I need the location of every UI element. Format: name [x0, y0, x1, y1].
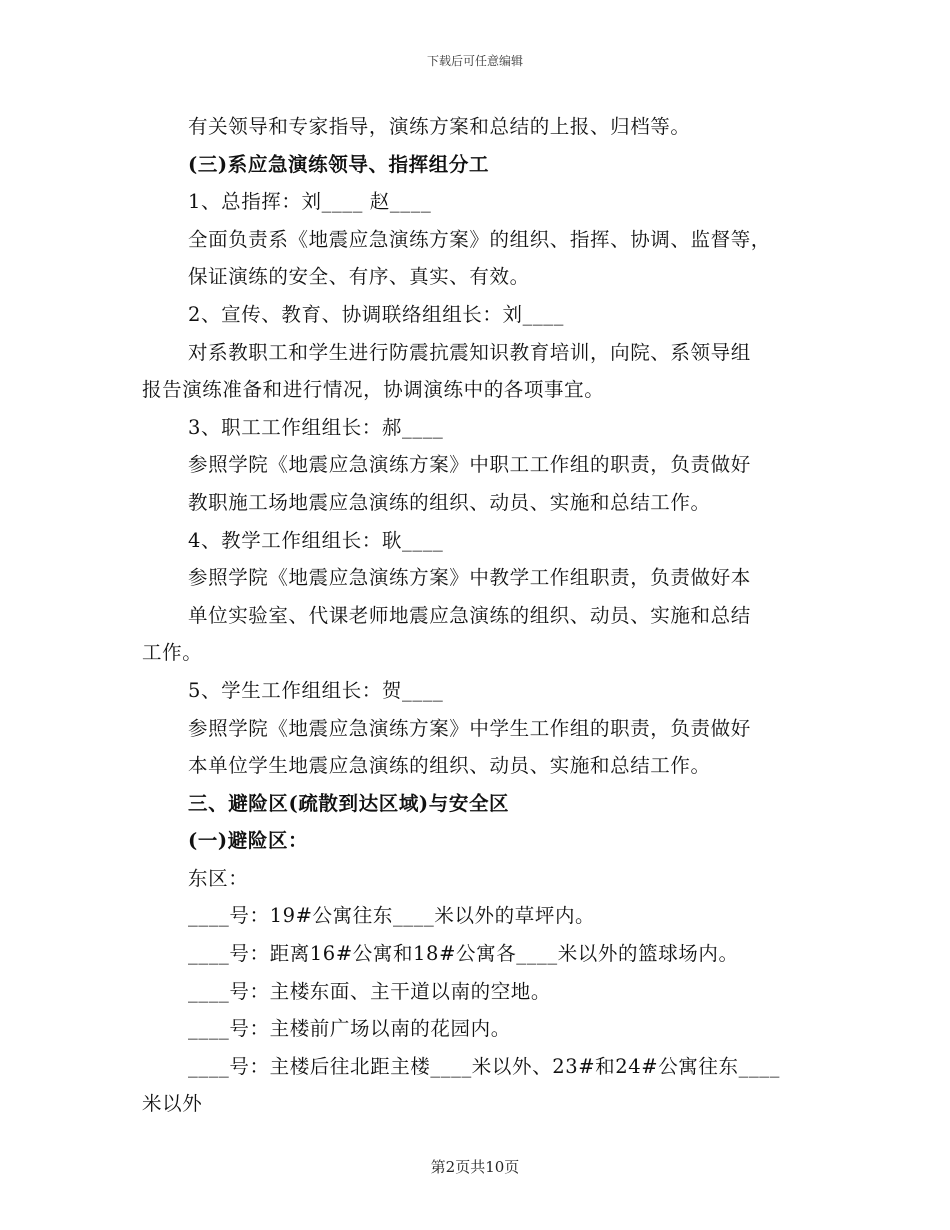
paragraph-line: 对系教职工和学生进行防震抗震知识教育培训，向院、系领导组 [188, 340, 751, 364]
section-heading: 三、避险区(疏散到达区域)与安全区 [188, 791, 510, 815]
paragraph-line: 有关领导和专家指导，演练方案和总结的上报、归档等。 [188, 115, 691, 138]
paragraph-line: 米以外 [142, 1092, 203, 1116]
paragraph-line: 本单位学生地震应急演练的组织、动员、实施和总结工作。 [188, 754, 711, 778]
paragraph-line: 全面负责系《地震应急演练方案》的组织、指挥、协调、监督等， [188, 227, 771, 251]
section-heading: (三)系应急演练领导、指挥组分工 [188, 152, 490, 176]
paragraph-line: 保证演练的安全、有序、真实、有效。 [188, 265, 530, 289]
subsection-heading: (一)避险区： [188, 829, 309, 853]
role-commander: 1、总指挥：刘____ 赵____ [188, 190, 432, 214]
paragraph-line: 参照学院《地震应急演练方案》中教学工作组职责，负责做好本 [188, 566, 751, 590]
role-student-leader: 5、学生工作组组长：贺____ [188, 678, 444, 702]
role-teaching-leader: 4、教学工作组组长：耿____ [188, 528, 444, 552]
list-item: ____号：距离16#公寓和18#公寓各____米以外的篮球场内。 [188, 942, 739, 966]
paragraph-line: 教职施工场地震应急演练的组织、动员、实施和总结工作。 [188, 490, 711, 514]
page-header-note: 下载后可任意编辑 [426, 54, 523, 68]
role-staff-leader: 3、职工工作组组长：郝____ [188, 415, 444, 439]
area-label: 东区： [188, 866, 249, 890]
document-body [142, 108, 812, 1123]
paragraph-line: 报告演练准备和进行情况，协调演练中的各项事宜。 [142, 378, 605, 402]
page-number: 第2页共10页 [430, 1158, 520, 1176]
paragraph-line: 参照学院《地震应急演练方案》中学生工作组的职责，负责做好 [188, 716, 751, 740]
list-item: ____号：主楼后往北距主楼____米以外、23#和24#公寓往东____ [188, 1054, 781, 1078]
list-item: ____号：主楼前广场以南的花园内。 [188, 1017, 511, 1041]
paragraph-line: 工作。 [142, 641, 203, 665]
paragraph-line: 单位实验室、代课老师地震应急演练的组织、动员、实施和总结 [188, 603, 751, 627]
paragraph-line: 参照学院《地震应急演练方案》中职工工作组的职责，负责做好 [188, 453, 751, 477]
role-publicity-leader: 2、宣传、教育、协调联络组组长：刘____ [188, 302, 565, 326]
list-item: ____号：主楼东面、主干道以南的空地。 [188, 979, 552, 1003]
list-item: ____号：19#公寓往东____米以外的草坪内。 [188, 904, 596, 928]
